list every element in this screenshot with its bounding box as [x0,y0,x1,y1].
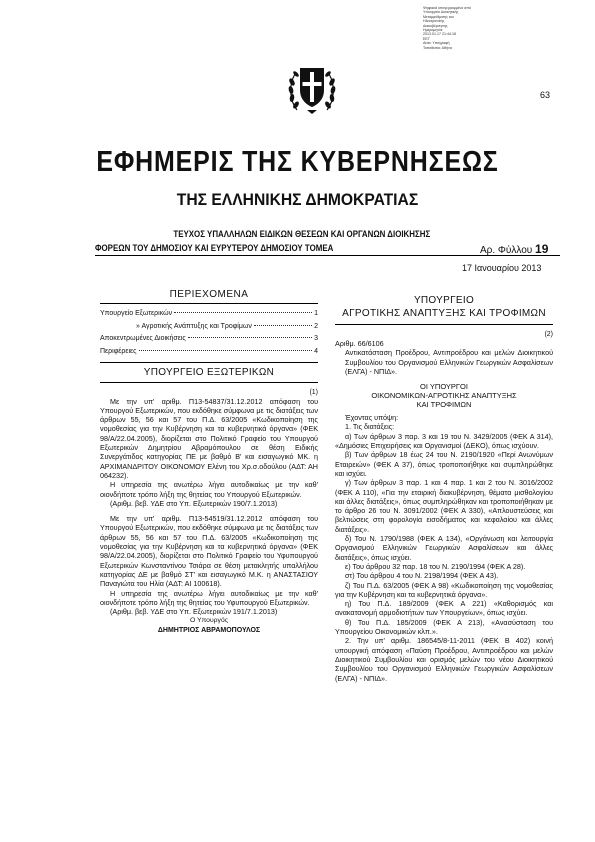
signatory-role: Ο Υπουργός [190,617,228,625]
decision-paragraph: Με την υπ' αριθμ. Π13-54519/31.12.2012 απόφαση του Υπουργού Εξωτερικών, που εκδόθηκε σύμφωνα με τις διατάξεις των άρθρων 55, 56 και 57 του Π.Δ. 63/2005 «Κωδικοποίηση της νομοθεσίας για την Κυβέρνηση και τα κυβερνητικά όργανα» (ΦΕΚ 98/Α/22.04.2005), διορίζεται στο Πολιτικό Γραφείο του Υφυπουργού Εξωτερικών Κωνσταντίνου Τσιάρα σε θέση μετακλητής υπαλλήλου κατηγορίας ΔΕ με βαθμό ΣΤ' και εισαγωγικό Μ.Κ. η ΑΝΑΣΤΑΣΙΟΥ Παναγιώτα του Ηλία (ΑΔΤ: ΑΙ 100618). [100,514,318,589]
divider [100,303,318,304]
issuing-authority-line: ΟΙΚΟΝΟΜΙΚΩΝ-ΑΓΡΟΤΙΚΗΣ ΑΝΑΠΤΥΞΗΣ [371,391,517,401]
sheet-number-value: 19 [535,242,549,256]
decision-reference: (Αριθμ. βεβ. ΥΔΕ στο Υπ. Εξωτερικών 190/7.1.2013) [110,498,278,508]
signature-line: Μεταρρύθμισης και [423,14,454,19]
signature-line: Αιτία: Υπογραφή [423,41,450,46]
toc-item[interactable] [100,347,318,360]
header-rule [95,255,560,256]
issuing-authority-line: ΟΙ ΥΠΟΥΡΓΟΙ [420,382,468,392]
toc-item-label: Υπουργείο Εξωτερικών [100,310,173,318]
decision-reference: (Αριθμ. βεβ. ΥΔΕ στο Υπ. Εξωτερικών 191/7.1.2013) [110,607,278,617]
toc-item-label: Περιφέρειες [100,347,137,355]
gazette-subtitle: ΤΗΣ ΕΛΛΗΝΙΚΗΣ ΔΗΜΟΚΡΑΤΙΑΣ [176,190,419,209]
sheet-number-label: Αρ. Φύλλου [480,245,533,256]
preamble-item: δ) Του Ν. 1790/1988 (ΦΕΚ Α 134), «Οργάνωση και λειτουργία Οργανισμού Ελληνικών Γεωργικών Ασφαλίσεων και άλλες διατάξεις», όπως ισχύει. [335,534,553,562]
preamble-item: 1. Τις διατάξεις: [345,422,395,432]
toc-item-page: 2 [314,322,318,330]
decision-paragraph: Η υπηρεσία της ανωτέρω λήγει αυτοδικαίως με την καθ' οιονδήποτε τρόπο λήξη της θητείας του Υπουργού Εξωτερικών. [100,480,318,499]
greek-coat-of-arms-icon [287,58,337,118]
toc-item-page: 1 [314,310,318,318]
toc-item-page: 4 [314,347,318,355]
gazette-title: ΕΦΗΜΕΡΙΣ ΤΗΣ ΚΥΒΕΡΝΗΣΕΩΣ [96,146,499,178]
preamble-item: 2. Την υπ' αριθμ. 186545/8-11-2011 (ΦΕΚ Β 402) κοινή υπουργική απόφαση «Παύση Προέδρου, Αντιπροέδρου και μελών Διοικητικού Συμβουλίου και ορισμός μελών του νέου Διοικητικού Συμβουλίου του Οργανισμού Ελληνικών Γεωργικών Ασφαλίσεων (ΕΛΓΑ) - ΝΠΙΔ». [335,636,553,683]
signature-line: 2013.01.17 21:44:18 [423,32,456,37]
signature-line: Ηλεκτρονικής [423,19,445,24]
decision-subject: Αντικατάσταση Προέδρου, Αντιπροέδρου και μελών Διοικητικού Συμβουλίου του Οργανισμού Ελληνικών Γεωργικών Ασφαλίσεων (ΕΛΓΑ) - ΝΠΙΔ». [345,348,553,376]
signature-line: Υπουργείο Διοικητικής [423,10,459,15]
page-number: 63 [540,90,551,100]
preamble-item: β) Των άρθρων 18 έως 24 του Ν. 2190/1920 «Περί Ανωνύμων Εταιρειών» (ΦΕΚ Α 37), όπως τροποποιήθηκε και συμπληρώθηκε και ισχύει. [335,450,553,478]
divider [100,382,318,383]
issue-type-line-2: ΦΟΡΕΩΝ ΤΟΥ ΔΗΜΟΣΙΟΥ ΚΑΙ ΕΥΡΥΤΕΡΟΥ ΔΗΜΟΣΙΟΥ ΤΟΜΕΑ [95,243,334,253]
toc-leader [139,350,313,351]
preamble-intro: Έχοντας υπόψη: [345,413,399,423]
preamble-item: η) Του Π.Δ. 189/2009 (ΦΕΚ Α 221) «Καθορισμός και ανακατανομή αρμοδιοτήτων των Υπουργείων», όπως ισχύει. [335,599,553,618]
signature-line: Ψηφιακά υπογεγραμμένο από [423,6,471,10]
section-heading-line: ΥΠΟΥΡΓΕΙΟ [413,295,475,306]
toc-leader [188,337,312,338]
issuing-authority [335,382,553,409]
decision-number: (2) [544,331,553,338]
right-column [335,290,553,683]
publication-date: 17 Ιανουαρίου 2013 [462,263,542,273]
digital-signature-block [423,6,501,50]
signature-line: EET [423,36,430,41]
toc-heading: ΠΕΡΙΕΧΟΜΕΝΑ [169,289,249,300]
toc-item-page: 3 [314,335,318,343]
issuing-authority-line: ΚΑΙ ΤΡΟΦΙΜΩΝ [416,400,472,410]
section-heading [335,294,553,320]
preamble-item: θ) Του Π.Δ. 185/2009 (ΦΕΚ Α 213), «Ανασύσταση του Υπουργείου Οικονομικών κλπ.». [335,617,553,637]
toc-item[interactable] [100,309,318,322]
section-heading: ΥΠΟΥΡΓΕΙΟ ΕΞΩΤΕΡΙΚΩΝ [143,367,275,379]
signature-line: Διακυβέρνησης [423,23,448,28]
preamble-item: ε) Του άρθρου 32 παρ. 18 του Ν. 2190/1994 (ΦΕΚ Α 28). [345,561,526,571]
decision-number: (1) [309,388,318,396]
sheet-number [480,242,548,256]
preamble-item: ζ) Του Π.Δ. 63/2005 (ΦΕΚ Α 98) «Κωδικοποίηση της νομοθεσίας για την Κυβέρνηση και τα κυβερνητικά όργανα». [335,580,553,599]
decision-paragraph: Με την υπ' αριθμ. Π13-54837/31.12.2012 απόφαση του Υπουργού Εξωτερικών, που εκδόθηκε σύμφωνα με τις διατάξεις των άρθρων 55, 56 και 57 του Π.Δ. 63/2005 «Κωδικοποίηση της νομοθεσίας για την Κυβέρνηση και τα κυβερνητικά όργανα» (ΦΕΚ 98/Α/22.04.2005), διορίζεται στο Πολιτικό Γραφείο του Υπουργού Εξωτερικών Δημητρίου Αβραμόπουλου σε θέση Ειδικής Συνεργάτιδος κατηγορίας ΠΕ με βαθμό Β' και εισαγωγικό ΜΚ. η ΑΡΧΙΜΑΝΔΡΙΤΟΥ ΟΙΚΟΝΟΜΟΥ Ελένη του Χρ.σ.οδούλου (ΑΔΤ: ΑΗ 064232). [100,396,318,480]
toc-item-label: » Αγροτικής Ανάπτυξης και Τροφίμων [136,322,252,330]
toc-leader [254,325,312,326]
decision-paragraph: Η υπηρεσία της ανωτέρω λήγει αυτοδικαίως με την καθ' οιονδήποτε τρόπο λήξη της θητείας του Υφυπουργού Εξωτερικών. [100,588,318,607]
toc-item[interactable] [100,322,318,335]
issue-type-line-1: ΤΕΥΧΟΣ ΥΠΑΛΛΗΛΩΝ ΕΙΔΙΚΩΝ ΘΕΣΕΩΝ ΚΑΙ ΟΡΓΑΝΩΝ ΔΙΟΙΚΗΣΗΣ [173,229,431,239]
left-column [100,290,318,635]
divider [100,362,318,363]
signatory-name: ΔΗΜΗΤΡΙΟΣ ΑΒΡΑΜΟΠΟΥΛΟΣ [157,626,261,634]
signature-line: Τοποθεσία: Αθήνα [423,45,452,50]
divider [335,324,553,325]
preamble-item: στ) Του άρθρου 4 του Ν. 2198/1994 (ΦΕΚ Α 43). [345,571,499,581]
toc-item-label: Αποκεντρωμένες Διοικήσεις [100,335,186,343]
preamble-item: γ) Των άρθρων 3 παρ. 1 και 4 παρ. 1 και 2 του Ν. 3016/2002 (ΦΕΚ Α 110), «Για την εταιρική διακυβέρνηση, θέματα μισθολογίου και άλλες διατάξεις», όπως συμπληρώθηκαν και τροποποιήθηκαν με το άρθρο 26 του Ν. 3091/2002 (ΦΕΚ Α 330), «Απλουστεύσεις και βελτιώσεις στη φορολογία εισοδήματος και κεφαλαίου και άλλες διατάξεις». [335,478,553,534]
decision-reference-number: Αριθμ. 66/6106 [335,339,384,348]
toc-item[interactable] [100,334,318,347]
preamble-item: α) Των άρθρων 3 παρ. 3 και 19 του Ν. 3429/2005 (ΦΕΚ Α 314), «Δημόσιες Επιχειρήσεις και Οργανισμοί (ΔΕΚΟ), όπως ισχύουν. [335,431,553,451]
toc-leader [174,312,312,313]
signature-line: Ημερομηνία: [423,28,444,33]
section-heading-line: ΑΓΡΟΤΙΚΗΣ ΑΝΑΠΤΥΞΗΣ ΚΑΙ ΤΡΟΦΙΜΩΝ [342,308,546,319]
